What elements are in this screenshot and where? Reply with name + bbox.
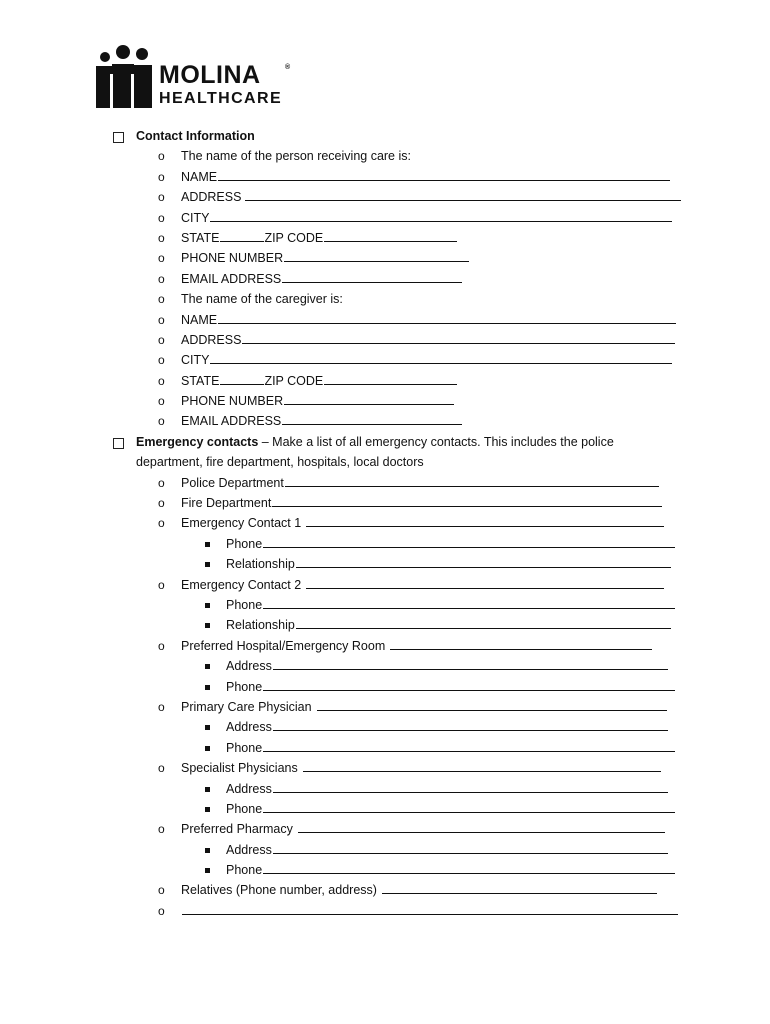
police-row: [0, 473, 770, 493]
receiver-city-label: CITY: [181, 210, 210, 225]
hospital-label: Preferred Hospital/Emergency Room: [181, 638, 386, 653]
circle-bullet-icon: o: [158, 251, 165, 266]
caregiver-phone-label: PHONE NUMBER: [181, 394, 284, 409]
square-bullet-icon: [205, 542, 210, 547]
specialists-address-field[interactable]: [273, 779, 668, 793]
caregiver-email-label: EMAIL ADDRESS: [181, 414, 282, 429]
molina-people-icon: [92, 44, 158, 110]
blank-field[interactable]: [182, 901, 678, 915]
contact1-relationship-row: [0, 554, 770, 574]
pcp-address-row: [0, 717, 770, 737]
receiver-city-row: [0, 208, 770, 228]
circle-bullet-icon: o: [158, 373, 165, 388]
pharmacy-row: [0, 819, 770, 839]
caregiver-city-label: CITY: [181, 353, 210, 368]
caregiver-phone-row: [0, 391, 770, 411]
receiver-phone-field[interactable]: [284, 248, 469, 262]
caregiver-email-row: [0, 411, 770, 431]
receiver-state-field[interactable]: [220, 228, 264, 242]
pharmacy-address-row: [0, 840, 770, 860]
caregiver-zip-label: ZIP CODE: [264, 373, 324, 388]
hospital-phone-row: [0, 677, 770, 697]
list-item: [0, 146, 770, 166]
contact2-relationship-label: Relationship: [226, 618, 295, 633]
receiver-email-row: [0, 269, 770, 289]
square-bullet-icon: [205, 562, 210, 567]
blank-row: [0, 901, 770, 921]
caregiver-name-row: [0, 310, 770, 330]
receiver-intro: The name of the person receiving care is:: [181, 149, 411, 164]
contact2-phone-label: Phone: [226, 597, 263, 612]
caregiver-city-row: [0, 350, 770, 370]
caregiver-email-field[interactable]: [282, 411, 462, 425]
receiver-address-label: ADDRESS: [181, 190, 242, 205]
circle-bullet-icon: o: [158, 516, 165, 531]
receiver-state-label: STATE: [181, 230, 220, 245]
emergency-description-2: department, fire department, hospitals, local doctors: [136, 455, 424, 470]
contact2-relationship-field[interactable]: [296, 615, 671, 629]
square-bullet-icon: [205, 603, 210, 608]
specialists-phone-field[interactable]: [263, 799, 675, 813]
fire-label: Fire Department: [181, 496, 272, 511]
circle-bullet-icon: o: [158, 394, 165, 409]
pcp-address-field[interactable]: [273, 717, 668, 731]
logo-healthcare-text: HEALTHCARE: [159, 90, 283, 107]
contact1-phone-label: Phone: [226, 536, 263, 551]
pcp-phone-label: Phone: [226, 740, 263, 755]
contact1-relationship-field[interactable]: [296, 554, 671, 568]
circle-bullet-icon: o: [158, 292, 165, 307]
square-bullet-icon: [205, 623, 210, 628]
specialists-field[interactable]: [303, 758, 661, 772]
pharmacy-phone-row: [0, 860, 770, 880]
contact1-phone-field[interactable]: [263, 534, 675, 548]
square-bullet-icon: [205, 848, 210, 853]
square-bullet-icon: [205, 685, 210, 690]
contact2-row: [0, 575, 770, 595]
circle-bullet-icon: o: [158, 190, 165, 205]
checkbox[interactable]: [113, 132, 124, 143]
circle-bullet-icon: o: [158, 149, 165, 164]
pcp-phone-row: [0, 738, 770, 758]
logo-molina-text: MOLINA: [159, 61, 261, 89]
pcp-label: Primary Care Physician: [181, 699, 312, 714]
square-bullet-icon: [205, 664, 210, 669]
caregiver-city-field[interactable]: [210, 350, 672, 364]
square-bullet-icon: [205, 746, 210, 751]
contact2-field[interactable]: [306, 575, 664, 589]
receiver-zip-field[interactable]: [324, 228, 457, 242]
circle-bullet-icon: o: [158, 332, 165, 347]
emergency-description: – Make a list of all emergency contacts. This includes the police: [258, 434, 614, 449]
receiver-phone-label: PHONE NUMBER: [181, 251, 284, 266]
circle-bullet-icon: o: [158, 475, 165, 490]
hospital-address-row: [0, 656, 770, 676]
circle-bullet-icon: o: [158, 169, 165, 184]
contact1-relationship-label: Relationship: [226, 557, 295, 572]
contact-heading: Contact Information: [136, 129, 255, 143]
specialists-row: [0, 758, 770, 778]
pharmacy-field[interactable]: [298, 819, 665, 833]
receiver-address-row: [0, 187, 770, 207]
circle-bullet-icon: o: [158, 271, 165, 286]
specialists-phone-label: Phone: [226, 801, 263, 816]
contact2-phone-row: [0, 595, 770, 615]
contact1-row: [0, 513, 770, 533]
fire-row: [0, 493, 770, 513]
pcp-field[interactable]: [317, 697, 667, 711]
contact1-label: Emergency Contact 1: [181, 516, 302, 531]
circle-bullet-icon: o: [158, 210, 165, 225]
circle-bullet-icon: o: [158, 353, 165, 368]
emergency-heading: Emergency contacts: [136, 434, 259, 449]
pharmacy-address-field[interactable]: [273, 840, 668, 854]
hospital-phone-label: Phone: [226, 679, 263, 694]
specialists-address-row: [0, 779, 770, 799]
square-bullet-icon: [205, 807, 210, 812]
checkbox[interactable]: [113, 438, 124, 449]
receiver-name-label: NAME: [181, 169, 218, 184]
relatives-row: [0, 880, 770, 900]
receiver-email-field[interactable]: [282, 269, 462, 283]
circle-bullet-icon: o: [158, 496, 165, 511]
checklist: [0, 126, 770, 921]
police-field[interactable]: [285, 473, 659, 487]
specialists-phone-row: [0, 799, 770, 819]
hospital-phone-field[interactable]: [263, 677, 675, 691]
caregiver-phone-field[interactable]: [284, 391, 454, 405]
contact1-field[interactable]: [306, 513, 664, 527]
receiver-name-row: [0, 167, 770, 187]
circle-bullet-icon: o: [158, 761, 165, 776]
hospital-address-label: Address: [226, 659, 272, 674]
contact1-phone-row: [0, 534, 770, 554]
caregiver-state-label: STATE: [181, 373, 220, 388]
receiver-city-field[interactable]: [210, 208, 672, 222]
circle-bullet-icon: o: [158, 699, 165, 714]
caregiver-state-row: [0, 371, 770, 391]
specialists-label: Specialist Physicians: [181, 761, 298, 776]
receiver-email-label: EMAIL ADDRESS: [181, 271, 282, 286]
relatives-label: Relatives (Phone number, address): [181, 883, 377, 898]
circle-bullet-icon: o: [158, 883, 165, 898]
receiver-address-field[interactable]: [245, 187, 681, 201]
caregiver-address-label: ADDRESS: [181, 332, 242, 347]
square-bullet-icon: [205, 868, 210, 873]
relatives-field[interactable]: [382, 880, 657, 894]
police-label: Police Department: [181, 475, 284, 490]
pharmacy-label: Preferred Pharmacy: [181, 822, 293, 837]
hospital-address-field[interactable]: [273, 656, 668, 670]
pcp-address-label: Address: [226, 720, 272, 735]
circle-bullet-icon: o: [158, 230, 165, 245]
contact2-relationship-row: [0, 615, 770, 635]
caregiver-name-field[interactable]: [218, 310, 676, 324]
circle-bullet-icon: o: [158, 822, 165, 837]
contact2-phone-field[interactable]: [263, 595, 675, 609]
circle-bullet-icon: o: [158, 638, 165, 653]
registered-mark: ®: [285, 64, 291, 71]
circle-bullet-icon: o: [158, 312, 165, 327]
receiver-state-row: [0, 228, 770, 248]
contact2-label: Emergency Contact 2: [181, 577, 302, 592]
caregiver-intro: The name of the caregiver is:: [181, 292, 343, 307]
specialists-address-label: Address: [226, 781, 272, 796]
pcp-phone-field[interactable]: [263, 738, 675, 752]
list-item: [0, 289, 770, 309]
molina-logo: [92, 44, 302, 110]
circle-bullet-icon: o: [158, 577, 165, 592]
square-bullet-icon: [205, 725, 210, 730]
square-bullet-icon: [205, 787, 210, 792]
fire-field[interactable]: [272, 493, 662, 507]
emergency-description-cont: [0, 452, 770, 472]
hospital-field[interactable]: [390, 636, 652, 650]
pharmacy-phone-label: Phone: [226, 863, 263, 878]
pharmacy-phone-field[interactable]: [263, 860, 675, 874]
hospital-row: [0, 636, 770, 656]
circle-bullet-icon: o: [158, 414, 165, 429]
caregiver-state-field[interactable]: [220, 371, 264, 385]
pcp-row: [0, 697, 770, 717]
caregiver-address-field[interactable]: [242, 330, 675, 344]
emergency-contacts-item: [0, 432, 770, 452]
receiver-zip-label: ZIP CODE: [264, 230, 324, 245]
pharmacy-address-label: Address: [226, 842, 272, 857]
receiver-name-field[interactable]: [218, 167, 670, 181]
receiver-phone-row: [0, 248, 770, 268]
caregiver-address-row: [0, 330, 770, 350]
contact-info-item: [0, 126, 770, 146]
caregiver-zip-field[interactable]: [324, 371, 457, 385]
caregiver-name-label: NAME: [181, 312, 218, 327]
circle-bullet-icon: o: [158, 903, 165, 918]
